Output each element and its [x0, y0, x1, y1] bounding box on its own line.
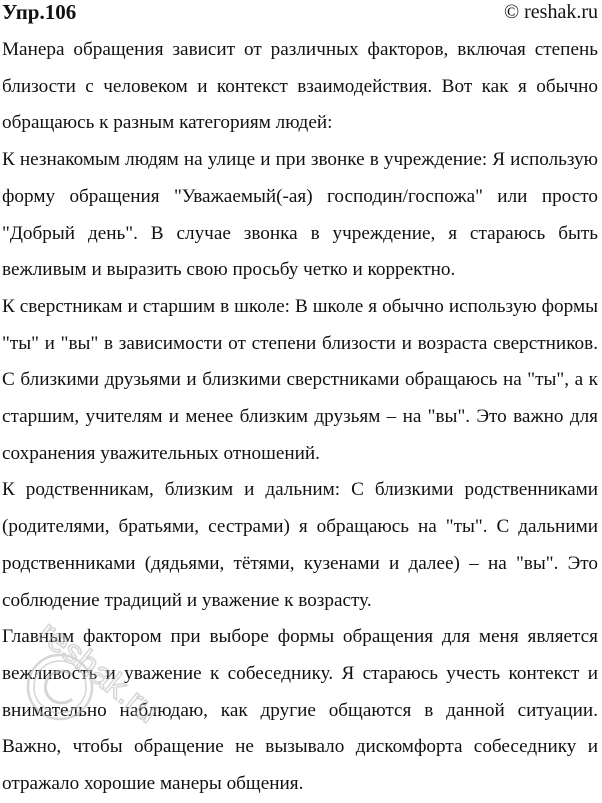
page-header: [0, 0, 602, 26]
copyright-notice: © reshak.ru: [503, 1, 598, 23]
paragraph-relatives: К родственникам, близким и дальним: С близкими родственниками (родителями, братьями, сестрами) я обращаюсь на "ты". С дальними родственниками (дядьями, тётями, кузенами и далее) – на "вы". Это соблюдение традиций и уважение к возрасту.: [2, 479, 598, 611]
paragraph-intro: Манера обращения зависит от различных факторов, включая степень близости с человеком и контекст взаимодействия. Вот как я обычно обращаюсь к разным категориям людей:: [2, 39, 598, 134]
svg-text:reshak.ru: reshak.ru: [31, 613, 158, 730]
paragraph-strangers: К незнакомым людям на улице и при звонке в учреждение: Я использую форму обращения "Уважаемый(-ая) господин/госпожа" или просто "Добрый день". В случае звонка в учреждение, я стараюсь быть вежливым и выразить свою просьбу четко и корректно.: [2, 149, 598, 281]
answer-text: [2, 32, 598, 803]
exercise-title: Упр.106: [2, 0, 77, 24]
paragraph-school: К сверстникам и старшим в школе: В школе я обычно использую формы "ты" и "вы" в зависимости от степени близости и возраста сверстников. С близкими друзьями и близкими сверстниками обращаюсь на "ты", а к старшим, учителям и менее близким друзьям – на "вы". Это важно для сохранения уважительных отношений.: [2, 295, 598, 464]
paragraph-conclusion: Главным фактором при выборе формы обращения для меня является вежливость и уважение к собеседнику. Я стараюсь учесть контекст и внимательно наблюдаю, как другие общаются в данной ситуации. Важно, чтобы обращение не вызывало дискомфорта собеседнику и отражало хорошие манеры общения.: [2, 626, 598, 795]
